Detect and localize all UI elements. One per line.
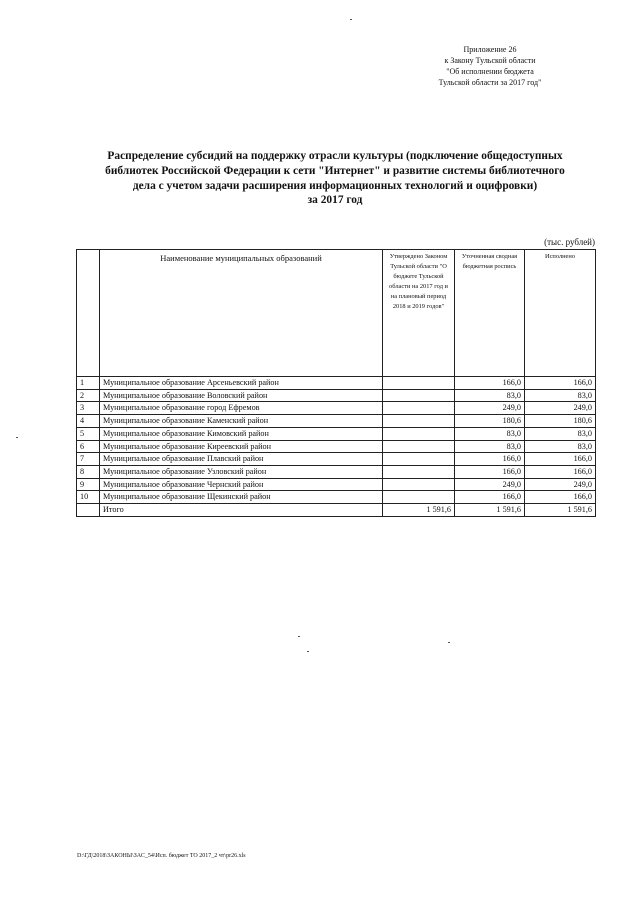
title-line: Распределение субсидий на поддержку отрасли культуры (подключение общедоступных (107, 150, 563, 162)
row-refined: 249,0 (455, 402, 525, 415)
row-executed: 83,0 (525, 389, 596, 402)
header-index (77, 250, 100, 377)
title-line: библиотек Российской Федерации к сети "Интернет" и развитие системы библиотечного (105, 164, 565, 177)
table-row (77, 402, 596, 415)
header-approved: Утверждено Законом Тульской области "О бюджете Тульской области на 2017 год и на плановый период 2018 и 2019 годов" (383, 250, 455, 377)
total-approved: 1 591,6 (383, 504, 455, 517)
row-approved (383, 453, 455, 466)
appendix-block (400, 44, 580, 88)
row-executed: 83,0 (525, 427, 596, 440)
total-label: Итого (100, 504, 383, 517)
row-approved (383, 402, 455, 415)
row-approved (383, 377, 455, 390)
title-line: дела с учетом задачи расширения информационных технологий и оцифровки) (132, 179, 538, 192)
scan-speck (307, 651, 309, 652)
appendix-line: "Об исполнении бюджета (446, 67, 534, 76)
appendix-line: Приложение 26 (463, 45, 517, 54)
row-index: 10 (77, 491, 100, 504)
row-executed: 249,0 (525, 478, 596, 491)
units-label: (тыс. рублей) (544, 237, 595, 247)
row-index: 7 (77, 453, 100, 466)
table-row (77, 440, 596, 453)
row-name: Муниципальное образование Каменский район (100, 415, 383, 428)
row-index: 9 (77, 478, 100, 491)
table-row (77, 415, 596, 428)
row-refined: 166,0 (455, 377, 525, 390)
scan-speck (350, 19, 352, 20)
row-refined: 83,0 (455, 440, 525, 453)
row-refined: 249,0 (455, 478, 525, 491)
table-row (77, 389, 596, 402)
row-executed: 180,6 (525, 415, 596, 428)
table-row (77, 453, 596, 466)
row-executed: 166,0 (525, 491, 596, 504)
total-refined: 1 591,6 (455, 504, 525, 517)
row-executed: 166,0 (525, 453, 596, 466)
row-approved (383, 427, 455, 440)
table-row (77, 491, 596, 504)
row-index: 2 (77, 389, 100, 402)
row-refined: 180,6 (455, 415, 525, 428)
row-refined: 83,0 (455, 389, 525, 402)
table-row (77, 377, 596, 390)
row-index: 6 (77, 440, 100, 453)
scan-speck (448, 642, 450, 643)
row-name: Муниципальное образование Чернский район (100, 478, 383, 491)
header-name: Наименование муниципальных образований (100, 250, 383, 377)
row-refined: 83,0 (455, 427, 525, 440)
appendix-line: к Закону Тульской области (444, 56, 536, 65)
row-name: Муниципальное образование Киреевский район (100, 440, 383, 453)
row-index: 8 (77, 465, 100, 478)
total-index (77, 504, 100, 517)
table-row (77, 478, 596, 491)
appendix-line: Тульской области за 2017 год" (438, 78, 542, 87)
header-refined: Уточненная сводная бюджетная роспись (455, 250, 525, 377)
total-executed: 1 591,6 (525, 504, 596, 517)
row-refined: 166,0 (455, 453, 525, 466)
row-name: Муниципальное образование Узловский район (100, 465, 383, 478)
row-approved (383, 389, 455, 402)
file-path-footer: D:\ГД\2018\ЗАКОНЫ\ЗАС_54\Исп. бюджет ТО 2017_2 чт\pr26.xls (77, 853, 246, 859)
row-index: 4 (77, 415, 100, 428)
table-row (77, 465, 596, 478)
header-executed: Исполнено (525, 250, 596, 377)
row-name: Муниципальное образование Воловский район (100, 389, 383, 402)
row-executed: 83,0 (525, 440, 596, 453)
row-name: Муниципальное образование Плавский район (100, 453, 383, 466)
subsidy-table (76, 249, 596, 517)
row-approved (383, 491, 455, 504)
row-refined: 166,0 (455, 465, 525, 478)
row-executed: 166,0 (525, 465, 596, 478)
table-total-row (77, 504, 596, 517)
row-index: 1 (77, 377, 100, 390)
row-executed: 249,0 (525, 402, 596, 415)
table-header-row (77, 250, 596, 377)
title-line: за 2017 год (307, 194, 363, 207)
row-approved (383, 415, 455, 428)
row-approved (383, 478, 455, 491)
row-approved (383, 440, 455, 453)
row-index: 3 (77, 402, 100, 415)
document-title (70, 149, 600, 208)
row-refined: 166,0 (455, 491, 525, 504)
row-name: Муниципальное образование Арсеньевский район (100, 377, 383, 390)
table-row (77, 427, 596, 440)
row-name: Муниципальное образование Щекинский район (100, 491, 383, 504)
row-index: 5 (77, 427, 100, 440)
scan-speck (298, 636, 300, 637)
row-executed: 166,0 (525, 377, 596, 390)
scan-speck (16, 437, 18, 438)
row-name: Муниципальное образование Кимовский район (100, 427, 383, 440)
row-approved (383, 465, 455, 478)
row-name: Муниципальное образование город Ефремов (100, 402, 383, 415)
